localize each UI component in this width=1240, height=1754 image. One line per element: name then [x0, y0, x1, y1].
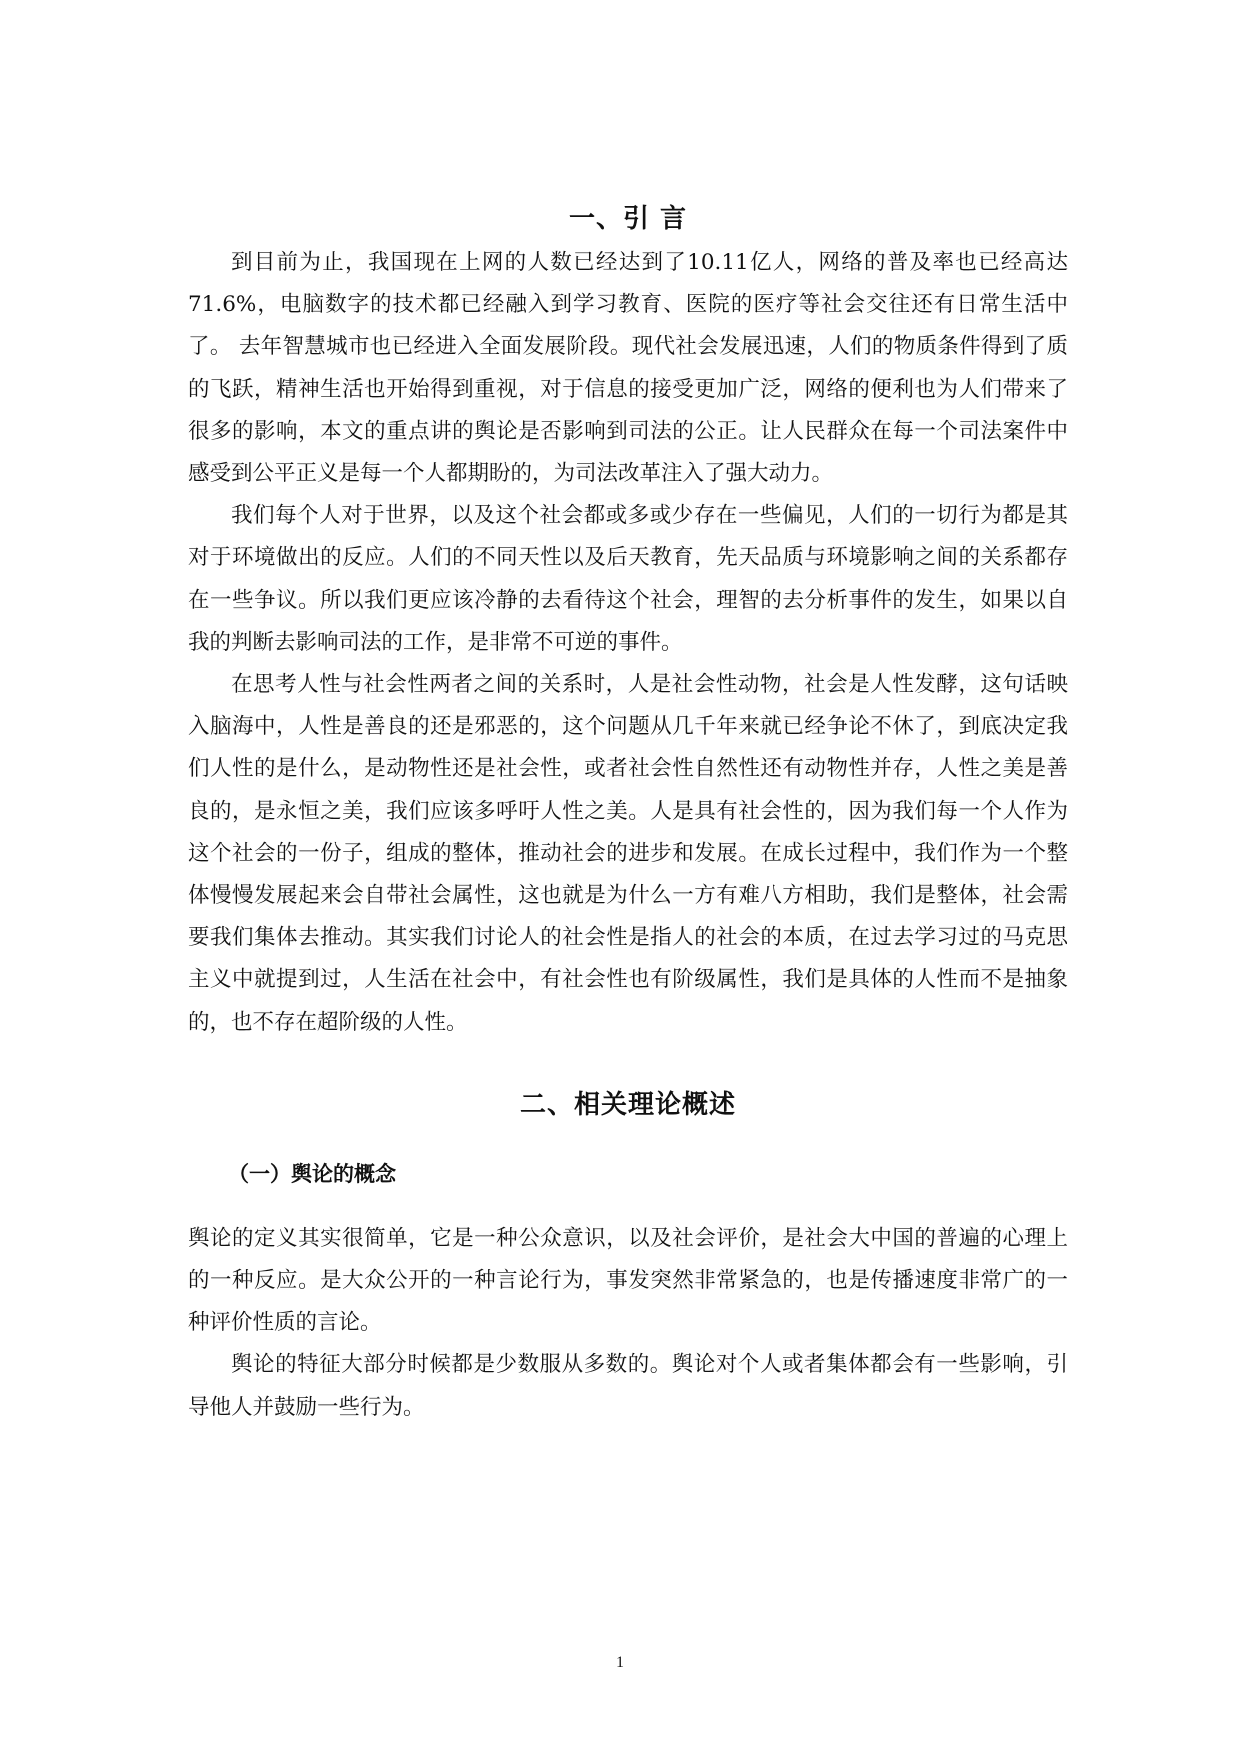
page-number: 1	[616, 1654, 624, 1671]
theory-paragraph-1: 舆论的定义其实很简单，它是一种公众意识，以及社会评价，是社会大中国的普遍的心理上的一种反应。是大众公开的一种言论行为，事发突然非常紧急的，也是传播速度非常广的一种评价性质的言论。	[188, 1225, 1068, 1336]
subsection-title-public-opinion: （一）舆论的概念	[228, 1161, 396, 1186]
theory-paragraph-2: 舆论的特征大部分时候都是少数服从多数的。舆论对个人或者集体都会有一些影响，引导他人并鼓励一些行为。	[188, 1352, 1068, 1420]
page-content	[188, 196, 1068, 1429]
intro-paragraph-1: 到目前为止，我国现在上网的人数已经达到了10.11亿人，网络的普及率也已经高达71.6%，电脑数字的技术都已经融入到学习教育、医院的医疗等社会交往还有日常生活中了。 去年智慧城市也已经进入全面发展阶段。现代社会发展迅速，人们的物质条件得到了质的飞跃，精神生活也开始得到重视，对于信息的接受更加广泛，网络的便利也为人们带来了很多的影响，本文的重点讲的舆论是否影响到司法的公正。让人民群众在每一个司法案件中感受到公平正义是每一个人都期盼的，为司法改革注入了强大动力。	[188, 250, 1068, 487]
section-title-introduction: 一、引 言	[568, 204, 688, 234]
intro-paragraph-2: 我们每个人对于世界，以及这个社会都或多或少存在一些偏见，人们的一切行为都是其对于环境做出的反应。人们的不同天性以及后天教育，先天品质与环境影响之间的关系都存在一些争议。所以我们更应该冷静的去看待这个社会，理智的去分析事件的发生，如果以自我的判断去影响司法的工作，是非常不可逆的事件。	[188, 503, 1068, 655]
intro-paragraph-3: 在思考人性与社会性两者之间的关系时，人是社会性动物，社会是人性发酵，这句话映入脑海中，人性是善良的还是邪恶的，这个问题从几千年来就已经争论不休了，到底决定我们人性的是什么，是动物性还是社会性，或者社会性自然性还有动物性并存，人性之美是善良的，是永恒之美，我们应该多呼吁人性之美。人是具有社会性的，因为我们每一个人作为这个社会的一份子，组成的整体，推动社会的进步和发展。在成长过程中，我们作为一个整体慢慢发展起来会自带社会属性，这也就是为什么一方有难八方相助，我们是整体，社会需要我们集体去推动。其实我们讨论人的社会性是指人的社会的本质，在过去学习过的马克思主义中就提到过，人生活在社会中，有社会性也有阶级属性，我们是具体的人性而不是抽象的，也不存在超阶级的人性。	[188, 672, 1068, 1035]
section-title-theory: 二、相关理论概述	[519, 1089, 736, 1120]
